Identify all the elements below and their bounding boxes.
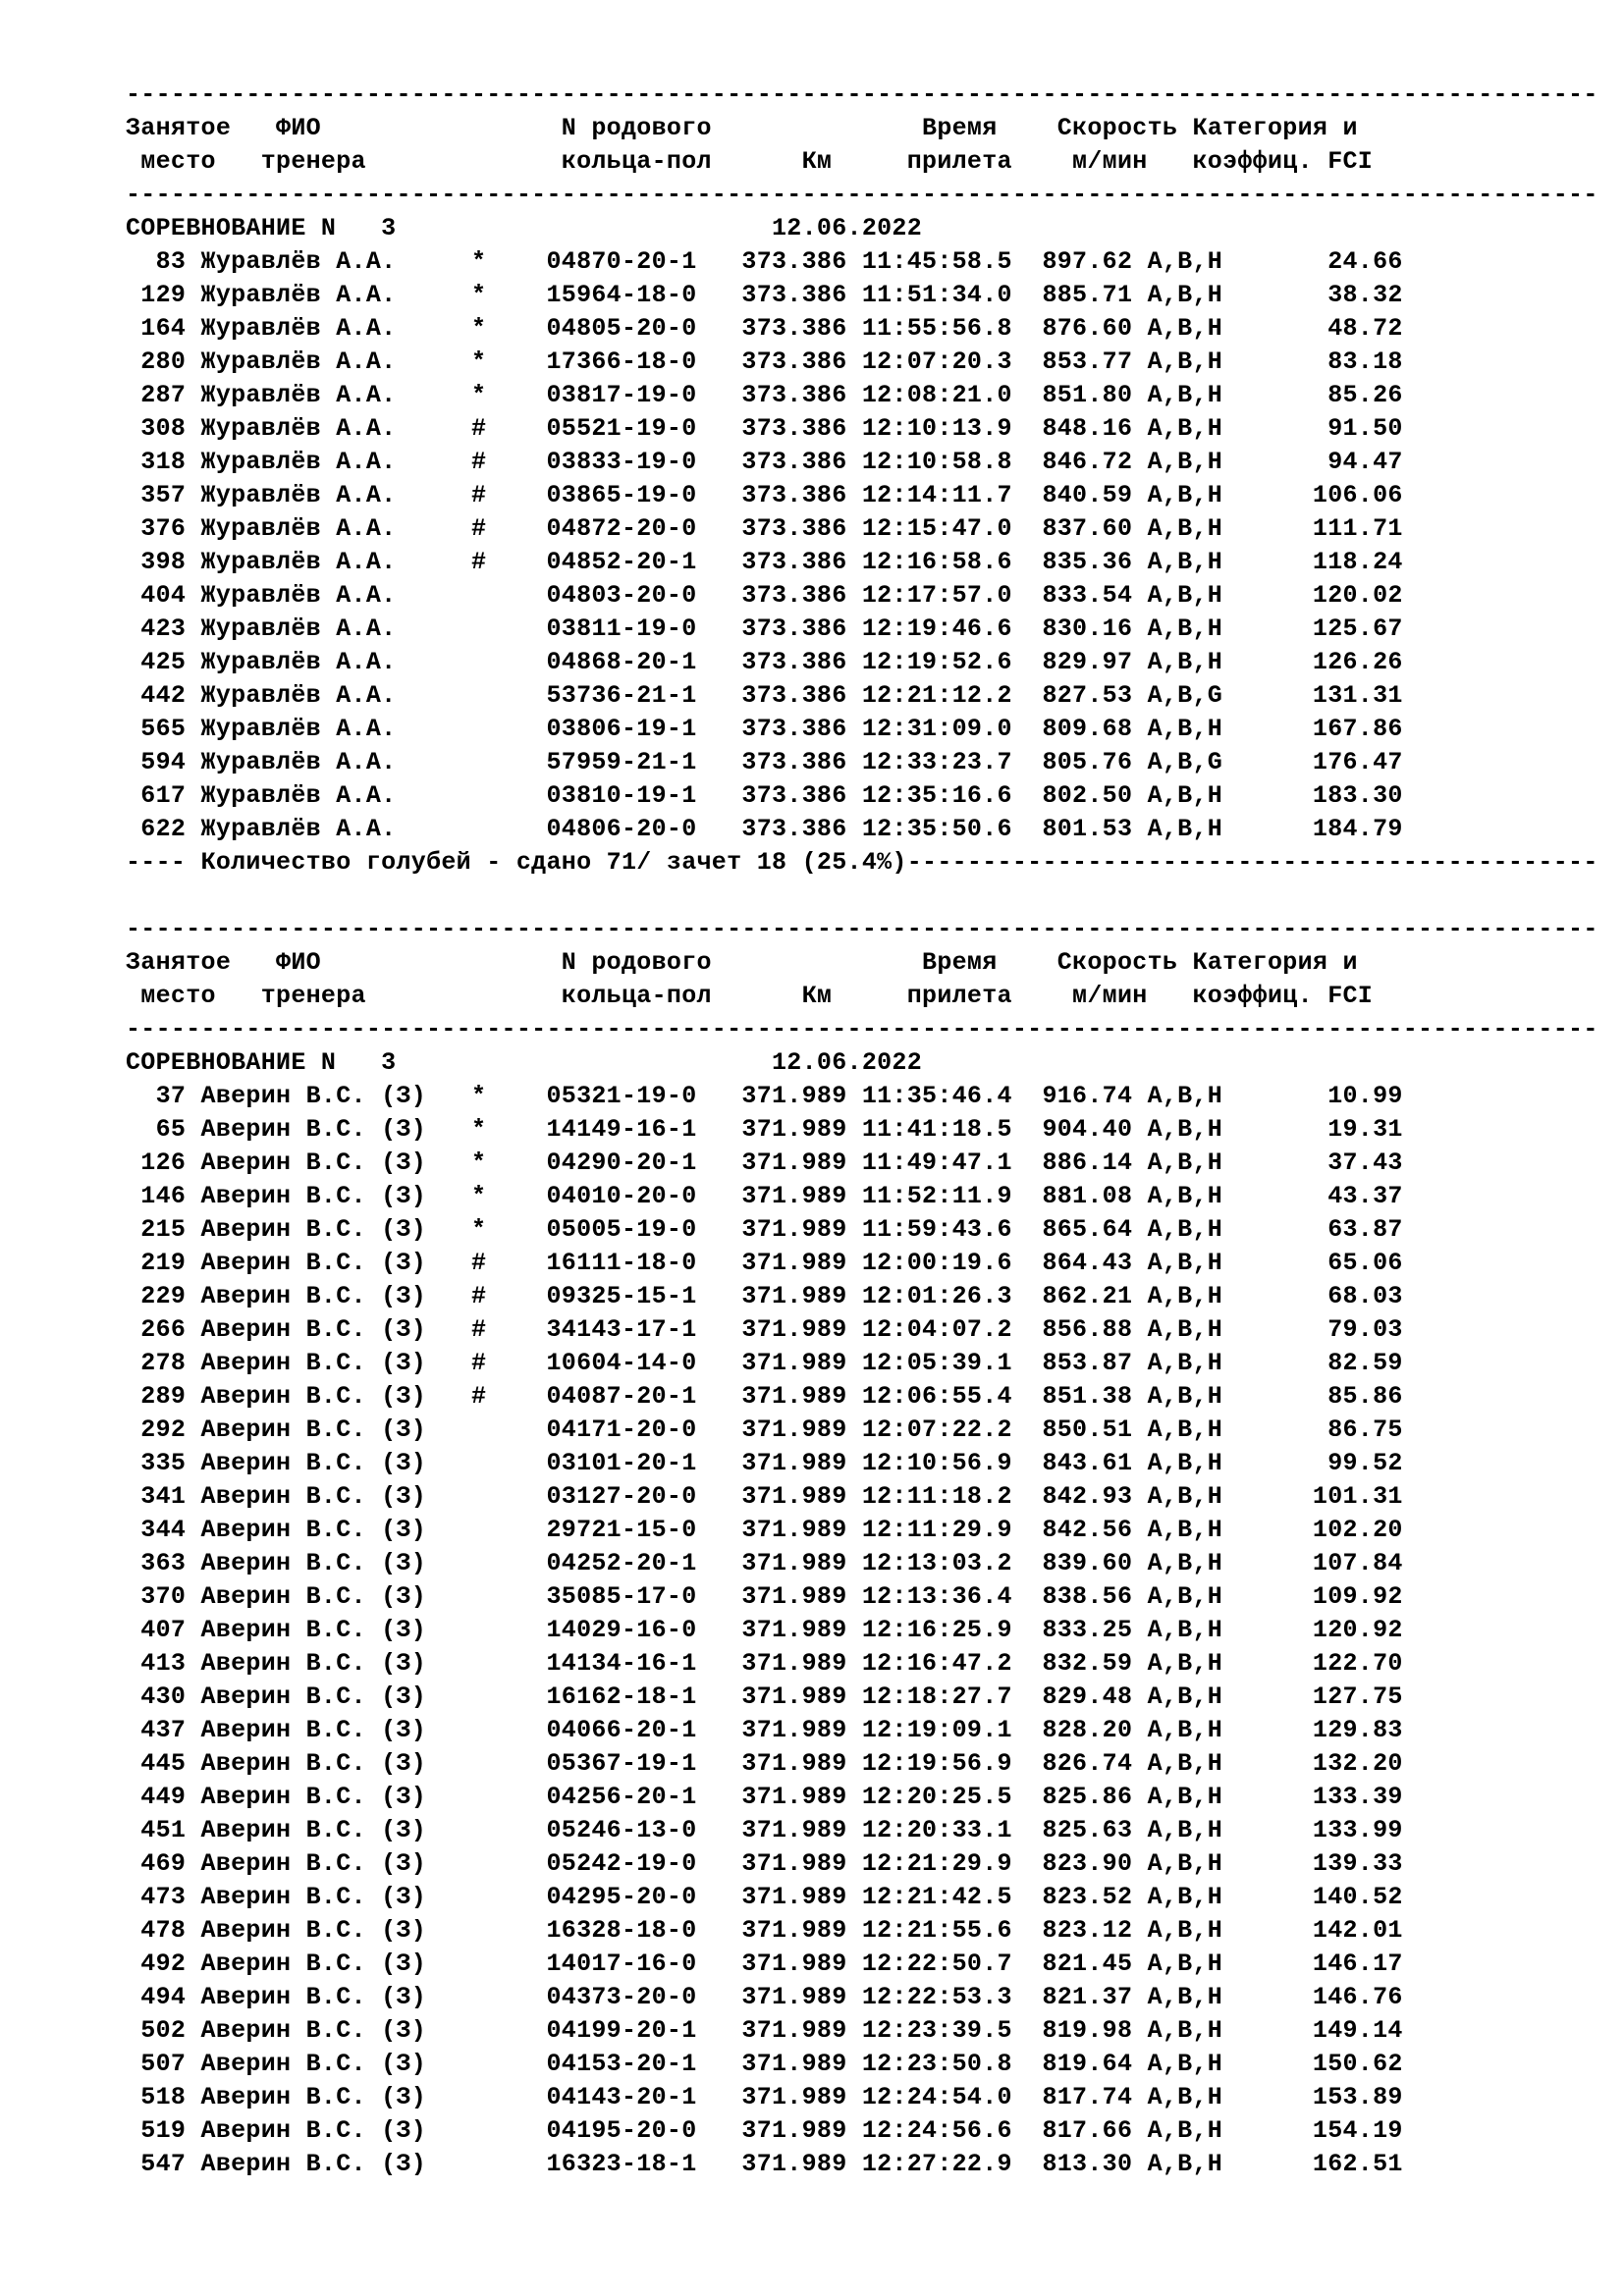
result-row: 83 Журавлёв А.А. * 04870-20-1 373.386 11:45:58.5 897.62 A,B,H 24.66: [126, 247, 1403, 276]
separator-line: --------------------------------------------------------------------------------------------------: [126, 1015, 1598, 1043]
separator-line: --------------------------------------------------------------------------------------------------: [126, 915, 1598, 943]
result-row: 308 Журавлёв А.А. # 05521-19-0 373.386 12:10:13.9 848.16 A,B,H 91.50: [126, 414, 1403, 443]
result-row: 478 Аверин В.С. (З) 16328-18-0 371.989 12:21:55.6 823.12 A,B,H 142.01: [126, 1916, 1403, 1945]
result-row: 413 Аверин В.С. (З) 14134-16-1 371.989 12:16:47.2 832.59 A,B,H 122.70: [126, 1649, 1403, 1678]
result-row: 344 Аверин В.С. (З) 29721-15-0 371.989 12:11:29.9 842.56 A,B,H 102.20: [126, 1516, 1403, 1544]
column-header-line-2: место тренера кольца-пол Км прилета м/мин коэффиц. FCI: [126, 147, 1374, 176]
result-row: 292 Аверин В.С. (З) 04171-20-0 371.989 12:07:22.2 850.51 A,B,H 86.75: [126, 1415, 1403, 1444]
result-row: 357 Журавлёв А.А. # 03865-19-0 373.386 12:14:11.7 840.59 A,B,H 106.06: [126, 481, 1403, 509]
result-row: 451 Аверин В.С. (З) 05246-13-0 371.989 12:20:33.1 825.63 A,B,H 133.99: [126, 1816, 1403, 1844]
result-row: 502 Аверин В.С. (З) 04199-20-1 371.989 12:23:39.5 819.98 A,B,H 149.14: [126, 2016, 1403, 2045]
result-row: 423 Журавлёв А.А. 03811-19-0 373.386 12:19:46.6 830.16 A,B,H 125.67: [126, 614, 1403, 643]
result-row: 518 Аверин В.С. (З) 04143-20-1 371.989 12:24:54.0 817.74 A,B,H 153.89: [126, 2083, 1403, 2111]
result-row: 126 Аверин В.С. (З) * 04290-20-1 371.989 11:49:47.1 886.14 A,B,H 37.43: [126, 1148, 1403, 1177]
summary-line: ---- Количество голубей - сдано 71/ зачет 18 (25.4%)----------------------------------------------: [126, 848, 1598, 877]
result-row: 215 Аверин В.С. (З) * 05005-19-0 371.989 11:59:43.6 865.64 A,B,H 63.87: [126, 1215, 1403, 1244]
result-row: 494 Аверин В.С. (З) 04373-20-0 371.989 12:22:53.3 821.37 A,B,H 146.76: [126, 1983, 1403, 2011]
result-row: 287 Журавлёв А.А. * 03817-19-0 373.386 12:08:21.0 851.80 A,B,H 85.26: [126, 381, 1403, 409]
result-row: 547 Аверин В.С. (З) 16323-18-1 371.989 12:27:22.9 813.30 A,B,H 162.51: [126, 2150, 1403, 2178]
competition-heading: СОРЕВНОВАНИЕ N 3 12.06.2022: [126, 214, 923, 242]
competition-heading: СОРЕВНОВАНИЕ N 3 12.06.2022: [126, 1048, 923, 1077]
result-row: 37 Аверин В.С. (З) * 05321-19-0 371.989 11:35:46.4 916.74 A,B,H 10.99: [126, 1082, 1403, 1110]
result-row: 363 Аверин В.С. (З) 04252-20-1 371.989 12:13:03.2 839.60 A,B,H 107.84: [126, 1549, 1403, 1577]
result-row: 335 Аверин В.С. (З) 03101-20-1 371.989 12:10:56.9 843.61 A,B,H 99.52: [126, 1449, 1403, 1477]
result-row: 622 Журавлёв А.А. 04806-20-0 373.386 12:35:50.6 801.53 A,B,H 184.79: [126, 815, 1403, 843]
result-row: 318 Журавлёв А.А. # 03833-19-0 373.386 12:10:58.8 846.72 A,B,H 94.47: [126, 448, 1403, 476]
result-row: 376 Журавлёв А.А. # 04872-20-0 373.386 12:15:47.0 837.60 A,B,H 111.71: [126, 514, 1403, 543]
result-row: 341 Аверин В.С. (З) 03127-20-0 371.989 12:11:18.2 842.93 A,B,H 101.31: [126, 1482, 1403, 1511]
result-row: 370 Аверин В.С. (З) 35085-17-0 371.989 12:13:36.4 838.56 A,B,H 109.92: [126, 1582, 1403, 1611]
result-row: 219 Аверин В.С. (З) # 16111-18-0 371.989 12:00:19.6 864.43 A,B,H 65.06: [126, 1249, 1403, 1277]
result-row: 519 Аверин В.С. (З) 04195-20-0 371.989 12:24:56.6 817.66 A,B,H 154.19: [126, 2116, 1403, 2145]
result-row: 430 Аверин В.С. (З) 16162-18-1 371.989 12:18:27.7 829.48 A,B,H 127.75: [126, 1682, 1403, 1711]
result-row: 473 Аверин В.С. (З) 04295-20-0 371.989 12:21:42.5 823.52 A,B,H 140.52: [126, 1883, 1403, 1911]
result-row: 425 Журавлёв А.А. 04868-20-1 373.386 12:19:52.6 829.97 A,B,H 126.26: [126, 648, 1403, 676]
column-header-line-2: место тренера кольца-пол Км прилета м/мин коэффиц. FCI: [126, 982, 1374, 1010]
result-row: 289 Аверин В.С. (З) # 04087-20-1 371.989 12:06:55.4 851.38 A,B,H 85.86: [126, 1382, 1403, 1411]
result-row: 445 Аверин В.С. (З) 05367-19-1 371.989 12:19:56.9 826.74 A,B,H 132.20: [126, 1749, 1403, 1778]
result-row: 507 Аверин В.С. (З) 04153-20-1 371.989 12:23:50.8 819.64 A,B,H 150.62: [126, 2050, 1403, 2078]
result-row: 442 Журавлёв А.А. 53736-21-1 373.386 12:21:12.2 827.53 A,B,G 131.31: [126, 681, 1403, 710]
result-row: 164 Журавлёв А.А. * 04805-20-0 373.386 11:55:56.8 876.60 A,B,H 48.72: [126, 314, 1403, 343]
result-row: 617 Журавлёв А.А. 03810-19-1 373.386 12:35:16.6 802.50 A,B,H 183.30: [126, 781, 1403, 810]
result-row: 437 Аверин В.С. (З) 04066-20-1 371.989 12:19:09.1 828.20 A,B,H 129.83: [126, 1716, 1403, 1744]
result-row: 65 Аверин В.С. (З) * 14149-16-1 371.989 11:41:18.5 904.40 A,B,H 19.31: [126, 1115, 1403, 1144]
separator-line: --------------------------------------------------------------------------------------------------: [126, 181, 1598, 209]
result-row: 594 Журавлёв А.А. 57959-21-1 373.386 12:33:23.7 805.76 A,B,G 176.47: [126, 748, 1403, 776]
result-row: 407 Аверин В.С. (З) 14029-16-0 371.989 12:16:25.9 833.25 A,B,H 120.92: [126, 1616, 1403, 1644]
result-row: 280 Журавлёв А.А. * 17366-18-0 373.386 12:07:20.3 853.77 A,B,H 83.18: [126, 347, 1403, 376]
separator-line: --------------------------------------------------------------------------------------------------: [126, 80, 1598, 109]
result-row: 469 Аверин В.С. (З) 05242-19-0 371.989 12:21:29.9 823.90 A,B,H 139.33: [126, 1849, 1403, 1878]
result-row: 129 Журавлёв А.А. * 15964-18-0 373.386 11:51:34.0 885.71 A,B,H 38.32: [126, 281, 1403, 309]
column-header-line-1: Занятое ФИО N родового Время Скорость Категория и: [126, 114, 1358, 142]
result-row: 404 Журавлёв А.А. 04803-20-0 373.386 12:17:57.0 833.54 A,B,H 120.02: [126, 581, 1403, 610]
result-row: 449 Аверин В.С. (З) 04256-20-1 371.989 12:20:25.5 825.86 A,B,H 133.39: [126, 1783, 1403, 1811]
result-row: 398 Журавлёв А.А. # 04852-20-1 373.386 12:16:58.6 835.36 A,B,H 118.24: [126, 548, 1403, 576]
result-row: 266 Аверин В.С. (З) # 34143-17-1 371.989 12:04:07.2 856.88 A,B,H 79.03: [126, 1315, 1403, 1344]
result-row: 492 Аверин В.С. (З) 14017-16-0 371.989 12:22:50.7 821.45 A,B,H 146.17: [126, 1949, 1403, 1978]
result-row: 565 Журавлёв А.А. 03806-19-1 373.386 12:31:09.0 809.68 A,B,H 167.86: [126, 715, 1403, 743]
result-row: 278 Аверин В.С. (З) # 10604-14-0 371.989 12:05:39.1 853.87 A,B,H 82.59: [126, 1349, 1403, 1377]
result-row: 146 Аверин В.С. (З) * 04010-20-0 371.989 11:52:11.9 881.08 A,B,H 43.37: [126, 1182, 1403, 1210]
column-header-line-1: Занятое ФИО N родового Время Скорость Категория и: [126, 948, 1358, 977]
result-row: 229 Аверин В.С. (З) # 09325-15-1 371.989 12:01:26.3 862.21 A,B,H 68.03: [126, 1282, 1403, 1310]
